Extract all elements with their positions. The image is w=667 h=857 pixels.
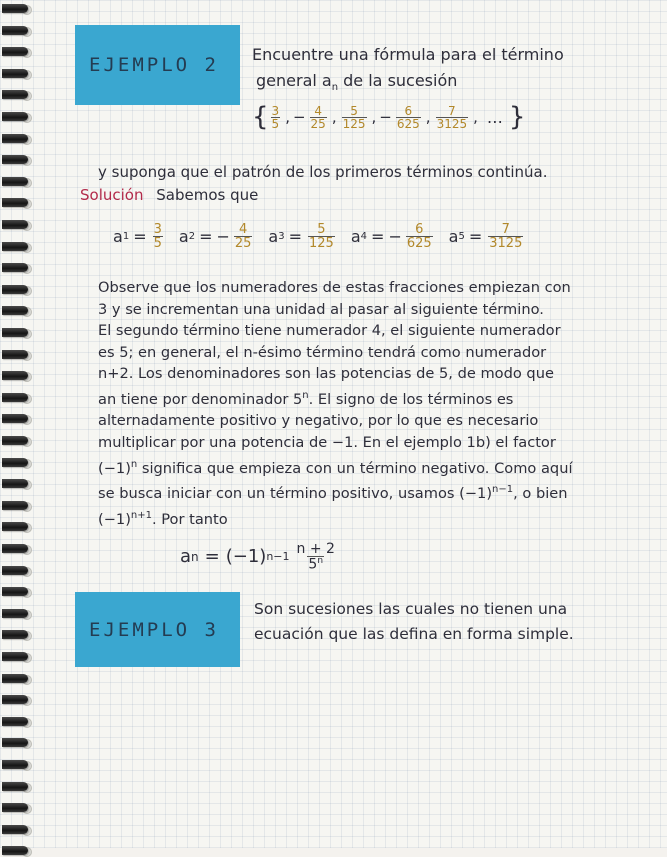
spiral-ring <box>2 285 28 294</box>
para-line: 3 y se incrementan una unidad al pasar al siguiente término. <box>98 300 544 318</box>
sequence-term <box>434 105 481 130</box>
solution-line <box>80 186 258 204</box>
term-fraction <box>436 105 469 130</box>
spiral-ring <box>2 328 28 337</box>
sequence-term <box>293 105 340 130</box>
spiral-ring <box>2 501 28 510</box>
sequence-term <box>379 105 433 130</box>
spiral-ring <box>2 393 28 402</box>
spiral-ring <box>2 458 28 467</box>
a-term-fraction <box>406 223 433 250</box>
spiral-ring <box>2 47 28 56</box>
term-denominator: 25 <box>310 116 326 131</box>
para-line: Observe que los numeradores de estas fracciones empiezan con <box>98 279 571 296</box>
term-fraction <box>396 105 421 130</box>
solution-label: Solución <box>80 186 144 204</box>
sequence-close-brace: } <box>508 102 526 132</box>
a-term <box>449 223 526 250</box>
a-term-index: 1 <box>122 231 130 242</box>
a-term-equals: = <box>468 227 483 246</box>
a-term <box>351 223 435 250</box>
a-term-index: 2 <box>188 231 196 242</box>
term-separator: , <box>371 108 377 126</box>
sequence <box>252 102 525 132</box>
term-denominator: 125 <box>342 116 366 131</box>
term-separator: , <box>425 108 431 126</box>
spiral-ring <box>2 717 28 726</box>
term-sign: − <box>379 108 392 126</box>
term-separator: , <box>331 108 337 126</box>
para-line: $(-1)^{n+1}$. Por tanto <box>98 509 228 528</box>
a-term-denominator: 3125 <box>489 236 523 251</box>
a-term-fraction <box>488 223 523 250</box>
spiral-ring <box>2 198 28 207</box>
para-line: an tiene por denominador 5$^n$. El signo de los términos es <box>98 389 514 408</box>
a-term-numerator: 4 <box>239 222 248 237</box>
term-fraction <box>310 105 327 130</box>
sequence-term <box>269 105 293 130</box>
spiral-ring <box>2 674 28 683</box>
spiral-ring <box>2 587 28 596</box>
a-term-numerator: 5 <box>317 222 326 237</box>
example-3-line2: ecuación que las defina en forma simple. <box>254 625 574 643</box>
term-fraction <box>342 105 367 130</box>
spiral-ring <box>2 414 28 423</box>
spiral-ring <box>2 695 28 704</box>
spiral-ring <box>2 803 28 812</box>
term-numerator: 4 <box>314 103 322 118</box>
spiral-ring <box>2 263 28 272</box>
a-term <box>268 223 336 250</box>
para-line: se busca iniciar con un término positivo, usamos $(-1)^{n-1}$, o bien <box>98 484 568 502</box>
para-line: alternadamente positivo y negativo, por lo que es necesario <box>98 412 539 430</box>
term-numerator: 3 <box>271 103 280 118</box>
spiral-ring <box>2 69 28 78</box>
a-term-equals: = <box>133 227 147 246</box>
spiral-ring <box>2 782 28 791</box>
sequence-term <box>340 105 380 130</box>
a-term-equals: = <box>288 227 303 246</box>
a-term-symbol: a <box>268 227 279 246</box>
spiral-ring <box>2 760 28 769</box>
a-term-numerator: 7 <box>501 222 510 237</box>
para-line: n+2. Los denominadores son las potencias de 5, de modo que <box>98 365 554 383</box>
spiral-ring <box>2 630 28 639</box>
a-term-fraction <box>234 223 253 250</box>
sequence-ellipsis: … <box>486 107 503 127</box>
term-separator: , <box>473 108 478 126</box>
term-denominator: 625 <box>396 116 420 131</box>
spiral-ring <box>2 436 28 445</box>
spiral-ring <box>2 90 28 99</box>
spiral-ring <box>2 134 28 143</box>
term-fraction <box>271 105 281 130</box>
a-term-index: 4 <box>360 231 368 242</box>
para-line: es 5; en general, el n-ésimo término tendrá como numerador <box>98 343 547 361</box>
a-terms-row <box>113 223 525 250</box>
spiral-ring <box>2 306 28 315</box>
term-denominator: 3125 <box>436 116 468 131</box>
spiral-ring <box>2 177 28 186</box>
spiral-ring <box>2 350 28 359</box>
formula-fraction: $\frac{n + 2}{5^n}$ <box>296 541 335 573</box>
a-term-symbol: a <box>448 227 459 246</box>
para-line: El segundo término tiene numerador 4, el siguiente numerador <box>98 322 561 340</box>
example-2-label: EJEMPLO 2 <box>89 54 219 76</box>
a-term-symbol: a <box>113 227 123 246</box>
a-term-numerator: 3 <box>153 222 162 237</box>
spiral-ring <box>2 112 28 121</box>
term-sign: − <box>292 108 306 126</box>
spiral-ring <box>2 220 28 229</box>
spiral-ring <box>2 825 28 834</box>
example-2-label-box <box>75 25 240 105</box>
a-term-index: 3 <box>278 231 285 242</box>
spiral-ring <box>2 4 28 13</box>
explanation-paragraph <box>98 277 643 530</box>
spiral-ring <box>2 479 28 488</box>
a-term-numerator: 6 <box>415 222 424 237</box>
assume-line: y suponga que el patrón de los primeros términos continúa. <box>98 163 548 181</box>
a-term-symbol: a <box>350 227 361 246</box>
spiral-ring <box>2 652 28 661</box>
example-2-prompt-line2: general $a_n$ de la sucesión <box>256 71 458 94</box>
term-separator: , <box>285 108 290 126</box>
a-term <box>113 223 165 250</box>
term-numerator: 6 <box>404 103 413 118</box>
spiral-ring <box>2 371 28 380</box>
a-term-sign: − <box>216 227 230 246</box>
a-term-equals: = <box>199 227 213 246</box>
a-term-fraction <box>308 223 335 250</box>
a-term-index: 5 <box>458 231 465 242</box>
sequence-open-brace: { <box>252 102 269 132</box>
a-term-equals: = <box>371 227 385 246</box>
a-term <box>179 223 255 250</box>
para-line: $(-1)^n$ significa que empieza con un término negativo. Como aquí <box>98 458 573 477</box>
example-2-prompt-line1: Encuentre una fórmula para el término <box>252 45 564 64</box>
spiral-binding <box>0 0 32 848</box>
para-line: multiplicar por una potencia de −1. En el ejemplo 1b) el factor <box>98 434 556 452</box>
term-numerator: 5 <box>350 103 358 118</box>
term-numerator: 7 <box>448 103 456 118</box>
example-3-line1: Son sucesiones las cuales no tienen una <box>254 600 568 618</box>
spiral-ring <box>2 609 28 618</box>
a-term-denominator: 625 <box>406 236 432 251</box>
a-term-denominator: 5 <box>153 236 162 251</box>
spiral-ring <box>2 242 28 251</box>
a-term-sign: − <box>388 227 402 246</box>
example-3-label: EJEMPLO 3 <box>89 618 219 641</box>
example-3-label-box <box>75 592 240 667</box>
a-term-denominator: 125 <box>309 236 334 251</box>
a-term-denominator: 25 <box>234 236 252 251</box>
a-term-symbol: a <box>178 227 189 246</box>
a-term-fraction <box>153 223 163 250</box>
spiral-ring <box>2 738 28 747</box>
spiral-ring <box>2 522 28 531</box>
general-term-formula: a n = (−1) n−1 $\frac{n + 2}{5^n}$ <box>180 541 335 573</box>
term-denominator: 5 <box>271 116 280 131</box>
spiral-ring <box>2 566 28 575</box>
spiral-ring <box>2 155 28 164</box>
solution-text: Sabemos que <box>156 186 259 204</box>
spiral-ring <box>2 26 28 35</box>
spiral-ring <box>2 544 28 553</box>
